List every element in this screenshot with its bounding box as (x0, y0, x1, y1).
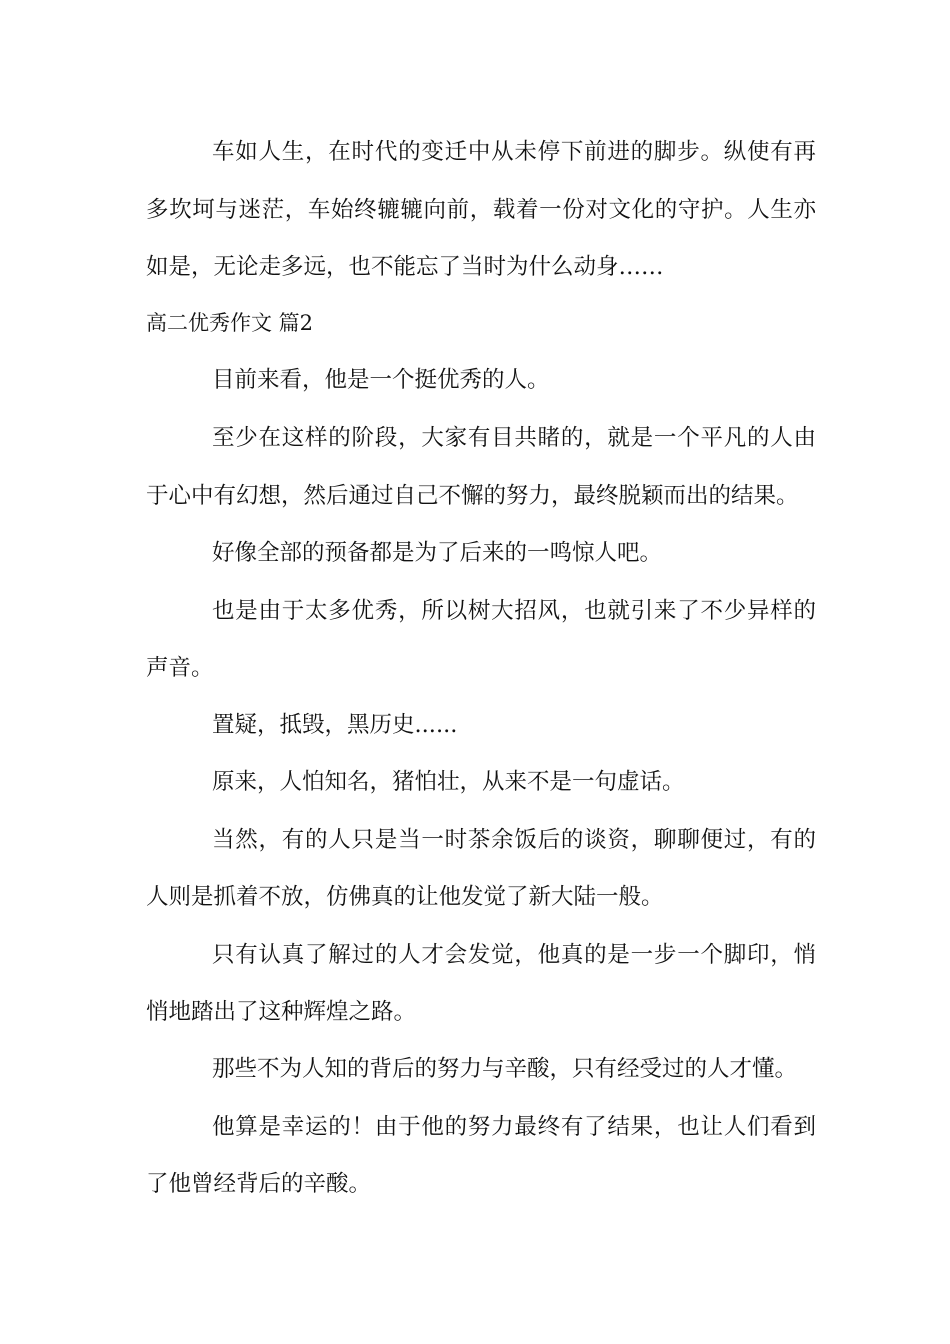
paragraph-line: 了他曾经背后的辛酸。 (146, 1171, 372, 1197)
paragraph-line: 悄地踏出了这种辉煌之路。 (146, 999, 417, 1025)
paragraph-line: 也是由于太多优秀，所以树大招风，也就引来了不少异样的 (212, 598, 816, 624)
paragraph-line: 置疑，抵毁，黑历史...... (212, 712, 458, 738)
paragraph-line: 原来，人怕知名，猪怕壮，从来不是一句虚话。 (212, 769, 685, 795)
paragraph-line: 他算是幸运的！由于他的努力最终有了结果，也让人们看到 (212, 1114, 816, 1140)
paragraph-line: 多坎坷与迷茫，车始终辘辘向前，载着一份对文化的守护。人生亦 (146, 197, 816, 223)
paragraph-line: 声音。 (146, 655, 214, 681)
paragraph-line: 于心中有幻想，然后通过自己不懈的努力，最终脱颖而出的结果。 (146, 483, 799, 509)
paragraph-line: 车如人生，在时代的变迁中从未停下前进的脚步。纵使有再 (212, 139, 816, 165)
paragraph-line: 只有认真了解过的人才会发觉，他真的是一步一个脚印，悄 (212, 942, 816, 968)
paragraph-line: 至少在这样的阶段，大家有目共睹的，就是一个平凡的人由 (212, 425, 816, 451)
paragraph-line: 目前来看，他是一个挺优秀的人。 (212, 367, 550, 393)
paragraph-line: 当然，有的人只是当一时茶余饭后的谈资，聊聊便过，有的 (212, 827, 816, 853)
paragraph-line: 人则是抓着不放，仿佛真的让他发觉了新大陆一般。 (146, 884, 664, 910)
paragraph-line: 好像全部的预备都是为了后来的一鸣惊人吧。 (212, 540, 663, 566)
section-heading: 高二优秀作文 篇2 (146, 311, 314, 335)
paragraph-line: 如是，无论走多远，也不能忘了当时为什么动身…… (146, 254, 664, 280)
paragraph-line: 那些不为人知的背后的努力与辛酸，只有经受过的人才懂。 (212, 1056, 798, 1082)
